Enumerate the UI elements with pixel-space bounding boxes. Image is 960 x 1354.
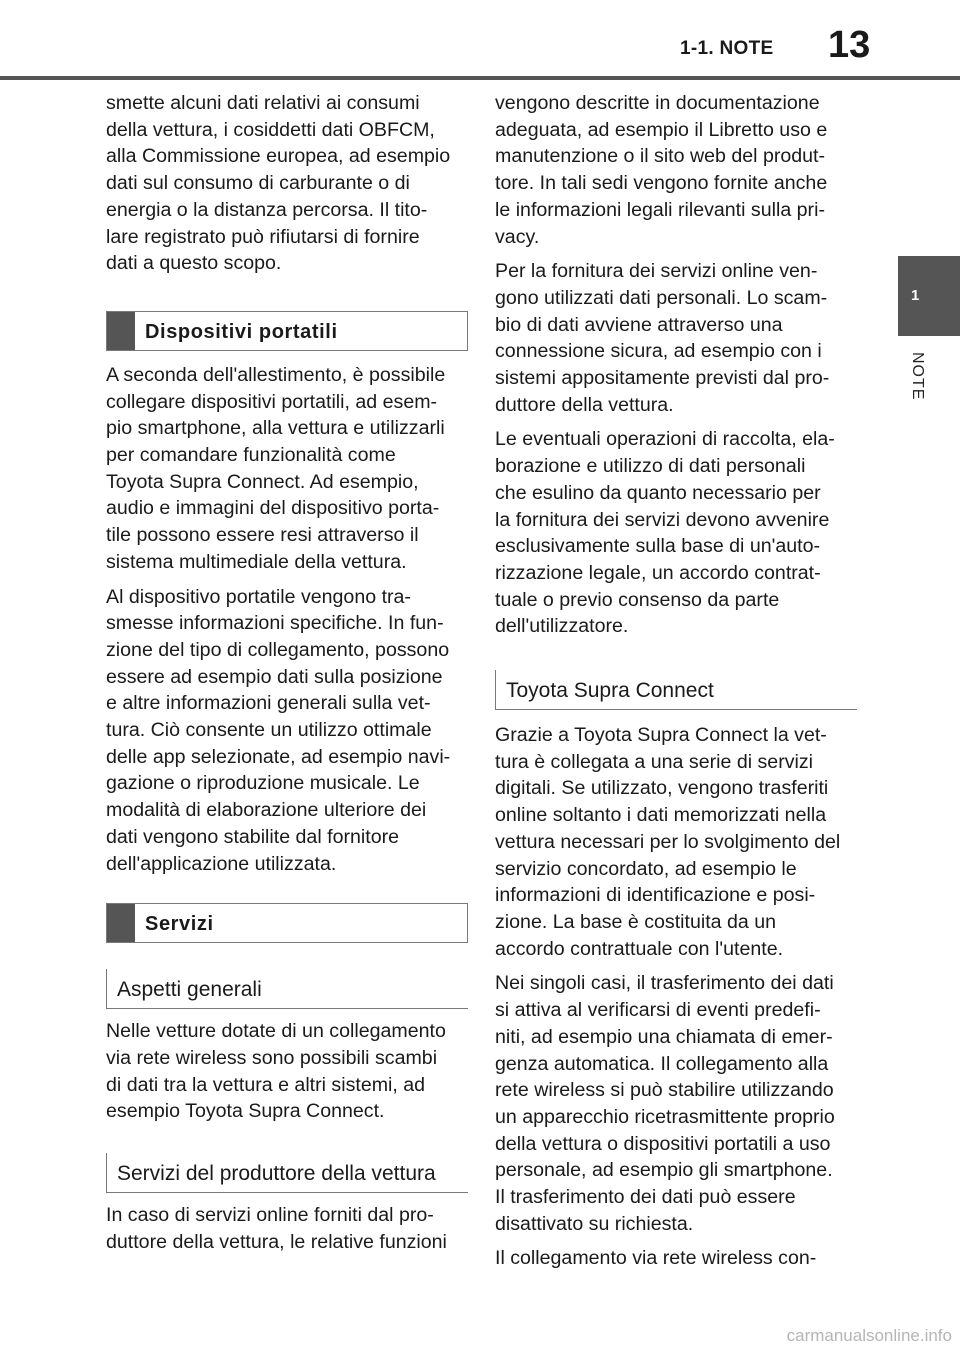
text-line: dell'applicazione utilizzata. [106,852,337,875]
text-line: Le eventuali operazioni di raccolta, ela- [495,428,835,451]
text-line: bio di dati avviene attraverso una [495,313,783,336]
text-line: della vettura, i cosiddetti dati OBFCM, [106,118,435,141]
text-line: Al dispositivo portatile vengono tra- [106,585,411,608]
heading-servizi: Servizi [106,903,468,943]
text-line: smette alcuni dati relativi ai consumi [106,92,420,114]
subheading-servizi-produttore: Servizi del produttore della vettura [106,1153,468,1193]
text-line: esclusivamente sulla base di un'auto- [495,535,821,558]
text-line: In caso di servizi online forniti dal pro- [106,1204,434,1227]
paragraph [495,970,857,1237]
paragraph [495,1245,857,1272]
text-line: accordo contrattuale con l'utente. [495,937,784,960]
text-line: gono utilizzati dati personali. Lo scam- [495,286,828,309]
text-line: connessione sicura, ad esempio con i [495,340,822,363]
text-line: si attiva al verificarsi di eventi predefi- [495,999,821,1022]
text-line: alla Commissione europea, ad esempio [106,145,451,168]
text-line: online soltanto i dati memorizzati nella [495,804,827,827]
text-line: Grazie a Toyota Supra Connect la vet- [495,724,827,747]
text-line: Toyota Supra Connect. Ad esempio, [106,470,419,493]
text-line: Il collegamento via rete wireless con- [495,1247,817,1270]
text-line: niti, ad esempio una chiamata di emer- [495,1025,833,1048]
text-line: che esulino da quanto necessario per [495,481,821,504]
text-line: e altre informazioni generali sulla vet- [106,692,431,715]
heading-dispositivi-portatili: Dispositivi portatili [106,311,468,351]
text-line: sistemi appositamente previsti dal pro- [495,367,830,390]
text-line: sistema multimediale della vettura. [106,550,407,573]
header-rule [0,76,960,80]
subheading-toyota-supra-connect: Toyota Supra Connect [495,670,857,710]
section-title: 1-1. NOTE [680,38,774,59]
text-line: zione del tipo di collegamento, possono [106,638,450,661]
text-line: collegare dispositivi portatili, ad esem- [106,390,438,413]
text-line: Il trasferimento dei dati può essere [495,1186,796,1209]
text-line: personale, ad esempio gli smartphone. [495,1159,833,1182]
text-line: esempio Toyota Supra Connect. [106,1100,385,1123]
page-number: 13 [828,24,871,66]
text-line: lare registrato può rifiutarsi di fornire [106,225,420,248]
text-line: rete wireless si può stabilire utilizzando [495,1079,834,1102]
text-line: zione. La base è costituita da un [495,910,777,933]
text-line: disattivato su richiesta. [495,1212,694,1235]
chapter-tab [898,256,960,336]
text-line: Nei singoli casi, il trasferimento dei dati [495,972,834,995]
text-line: un apparecchio ricetrasmittente proprio [495,1105,835,1128]
text-line: duttore della vettura. [495,393,674,416]
text-line: A seconda dell'allestimento, è possibile [106,363,446,386]
text-line: rizzazione legale, un accordo contrat- [495,561,821,584]
text-line: modalità di elaborazione ulteriore dei [106,799,427,822]
text-line: della vettura o dispositivi portatili a uso [495,1132,831,1155]
text-line: la fornitura dei servizi devono avvenire [495,508,830,531]
text-line: dati vengono stabilite dal fornitore [106,825,400,848]
text-line: delle app selezionate, ad esempio navi- [106,745,451,768]
text-line: digitali. Se utilizzato, vengono trasferiti [495,777,829,800]
text-line: per comandare funzionalità come [106,444,396,467]
text-line: adeguata, ad esempio il Libretto uso e [495,118,828,141]
text-line: tura. Ciò consente un utilizzo ottimale [106,719,432,742]
paragraph [495,258,857,418]
text-line: vengono descritte in documentazione [495,92,820,114]
text-line: tore. In tali sedi vengono fornite anche [495,172,828,195]
text-line: genza automatica. Il collegamento alla [495,1052,829,1075]
subheading-aspetti-generali: Aspetti generali [106,969,468,1009]
paragraph [106,584,468,878]
text-line: Per la fornitura dei servizi online ven- [495,260,818,283]
text-line: duttore della vettura, le relative funzioni [106,1230,447,1253]
text-line: energia o la distanza percorsa. Il tito- [106,198,428,221]
watermark: carmanualsonline.info [786,1326,952,1345]
left-column [106,90,468,1264]
text-line: le informazioni legali rilevanti sulla pri- [495,198,825,221]
text-line: Nelle vetture dotate di un collegamento [106,1020,446,1043]
text-line: audio e immagini del dispositivo porta- [106,497,440,520]
text-line: vettura necessari per lo svolgimento del [495,830,841,853]
text-line: tura è collegata a una serie di servizi [495,750,814,773]
text-line: tile possono essere resi attraverso il [106,524,419,547]
text-line: pio smartphone, alla vettura e utilizzarli [106,417,445,440]
paragraph [106,1202,468,1255]
text-line: servizio concordato, ad esempio le [495,857,797,880]
chapter-label: NOTE [909,352,926,401]
text-line: di dati tra la vettura e altri sistemi, ad [106,1073,426,1096]
text-line: smesse informazioni specifiche. In fun- [106,612,444,635]
paragraph [106,90,468,277]
text-line: essere ad esempio dati sulla posizione [106,665,443,688]
text-line: gazione o riproduzione musicale. Le [106,772,420,795]
chapter-number: 1 [911,287,920,304]
paragraph [106,1018,468,1125]
text-line: via rete wireless sono possibili scambi [106,1046,438,1069]
text-line: vacy. [495,225,540,248]
paragraph [106,362,468,576]
text-line: borazione e utilizzo di dati personali [495,455,806,478]
text-line: dell'utilizzatore. [495,615,629,638]
paragraph [495,722,857,962]
text-line: informazioni di identificazione e posi- [495,884,816,907]
right-column [495,90,857,1280]
text-line: tuale o previo consenso da parte [495,588,780,611]
paragraph [495,426,857,640]
text-line: dati sul consumo di carburante o di [106,172,410,195]
paragraph [495,90,857,250]
text-line: dati a questo scopo. [106,252,282,275]
text-line: manutenzione o il sito web del produt- [495,145,826,168]
